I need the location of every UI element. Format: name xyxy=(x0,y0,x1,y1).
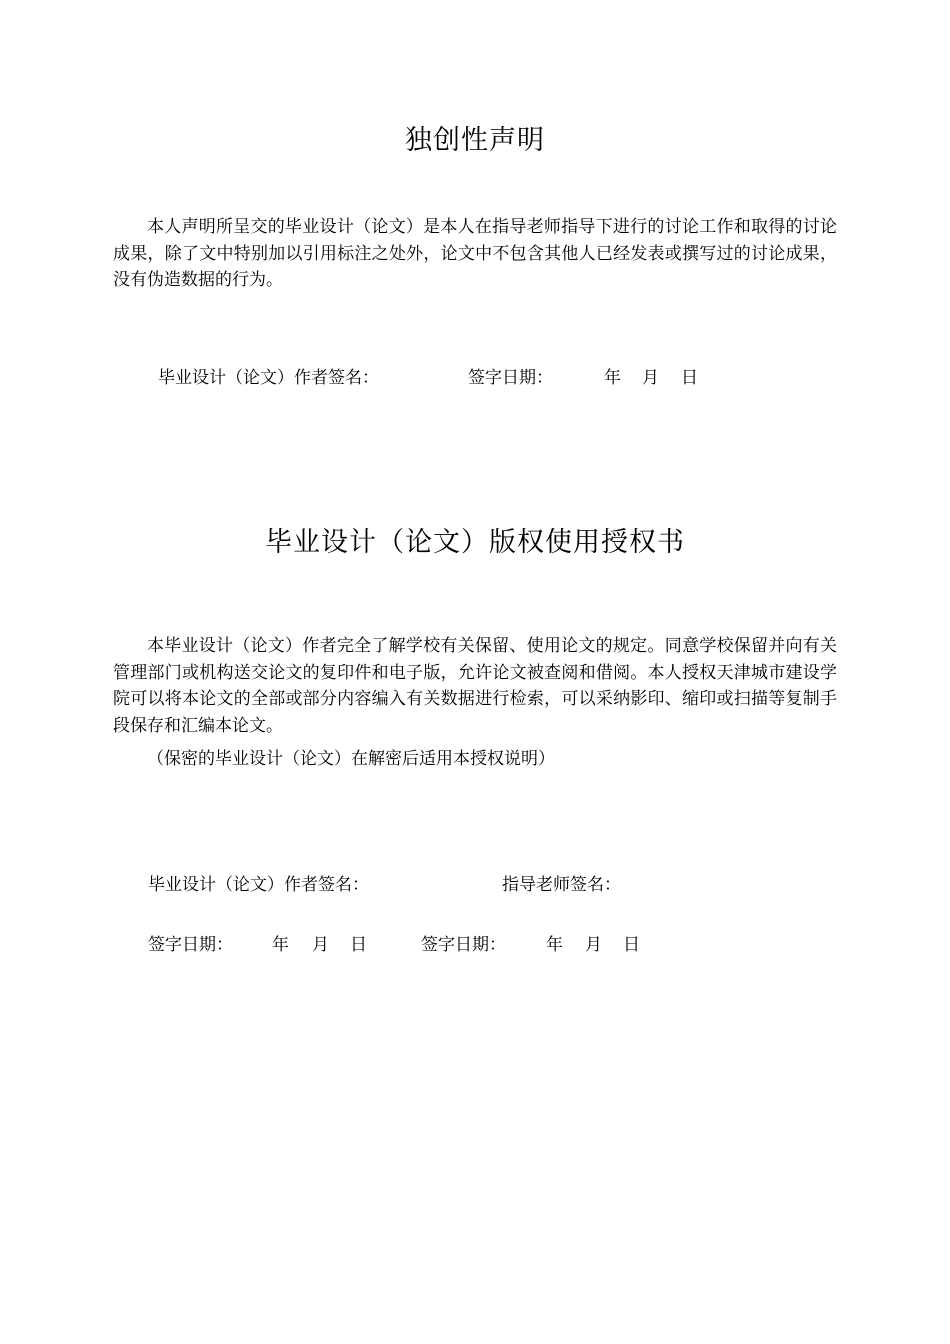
declaration-date-label: 签字日期： xyxy=(468,368,553,388)
authorization-advisor-month-label: 月 xyxy=(585,935,602,955)
authorization-note: （保密的毕业设计（论文）在解密后适用本授权说明） xyxy=(147,749,555,769)
authorization-advisor-year-label: 年 xyxy=(546,935,563,955)
authorization-advisor-signature-label: 指导老师签名： xyxy=(502,875,621,895)
authorization-author-signature-label: 毕业设计（论文）作者签名： xyxy=(148,875,369,895)
declaration-day-label: 日 xyxy=(681,368,698,388)
authorization-title: 毕业设计（论文）版权使用授权书 xyxy=(265,527,685,558)
authorization-author-day-label: 日 xyxy=(350,935,367,955)
authorization-advisor-day-label: 日 xyxy=(623,935,640,955)
authorization-author-month-label: 月 xyxy=(312,935,329,955)
authorization-advisor-date-label: 签字日期： xyxy=(421,935,506,955)
declaration-author-signature-label: 毕业设计（论文）作者签名： xyxy=(158,368,379,388)
authorization-author-year-label: 年 xyxy=(272,935,289,955)
declaration-title: 独创性声明 xyxy=(405,125,545,156)
declaration-month-label: 月 xyxy=(642,368,659,388)
declaration-year-label: 年 xyxy=(604,368,621,388)
declaration-body: 本人声明所呈交的毕业设计（论文）是本人在指导老师指导下进行的讨论工作和取得的讨论成果，除了文中特别加以引用标注之处外，论文中不包含其他人已经发表或撰写过的讨论成果，没有伪造数据的行为。 xyxy=(113,217,837,290)
authorization-body: 本毕业设计（论文）作者完全了解学校有关保留、使用论文的规定。同意学校保留并向有关管理部门或机构送交论文的复印件和电子版，允许论文被查阅和借阅。本人授权天津城市建设学院可以将本论文的全部或部分内容编入有关数据进行检索，可以采纳影印、缩印或扫描等复制手段保存和汇编本论文。 xyxy=(113,636,837,736)
authorization-author-date-label: 签字日期： xyxy=(148,935,233,955)
